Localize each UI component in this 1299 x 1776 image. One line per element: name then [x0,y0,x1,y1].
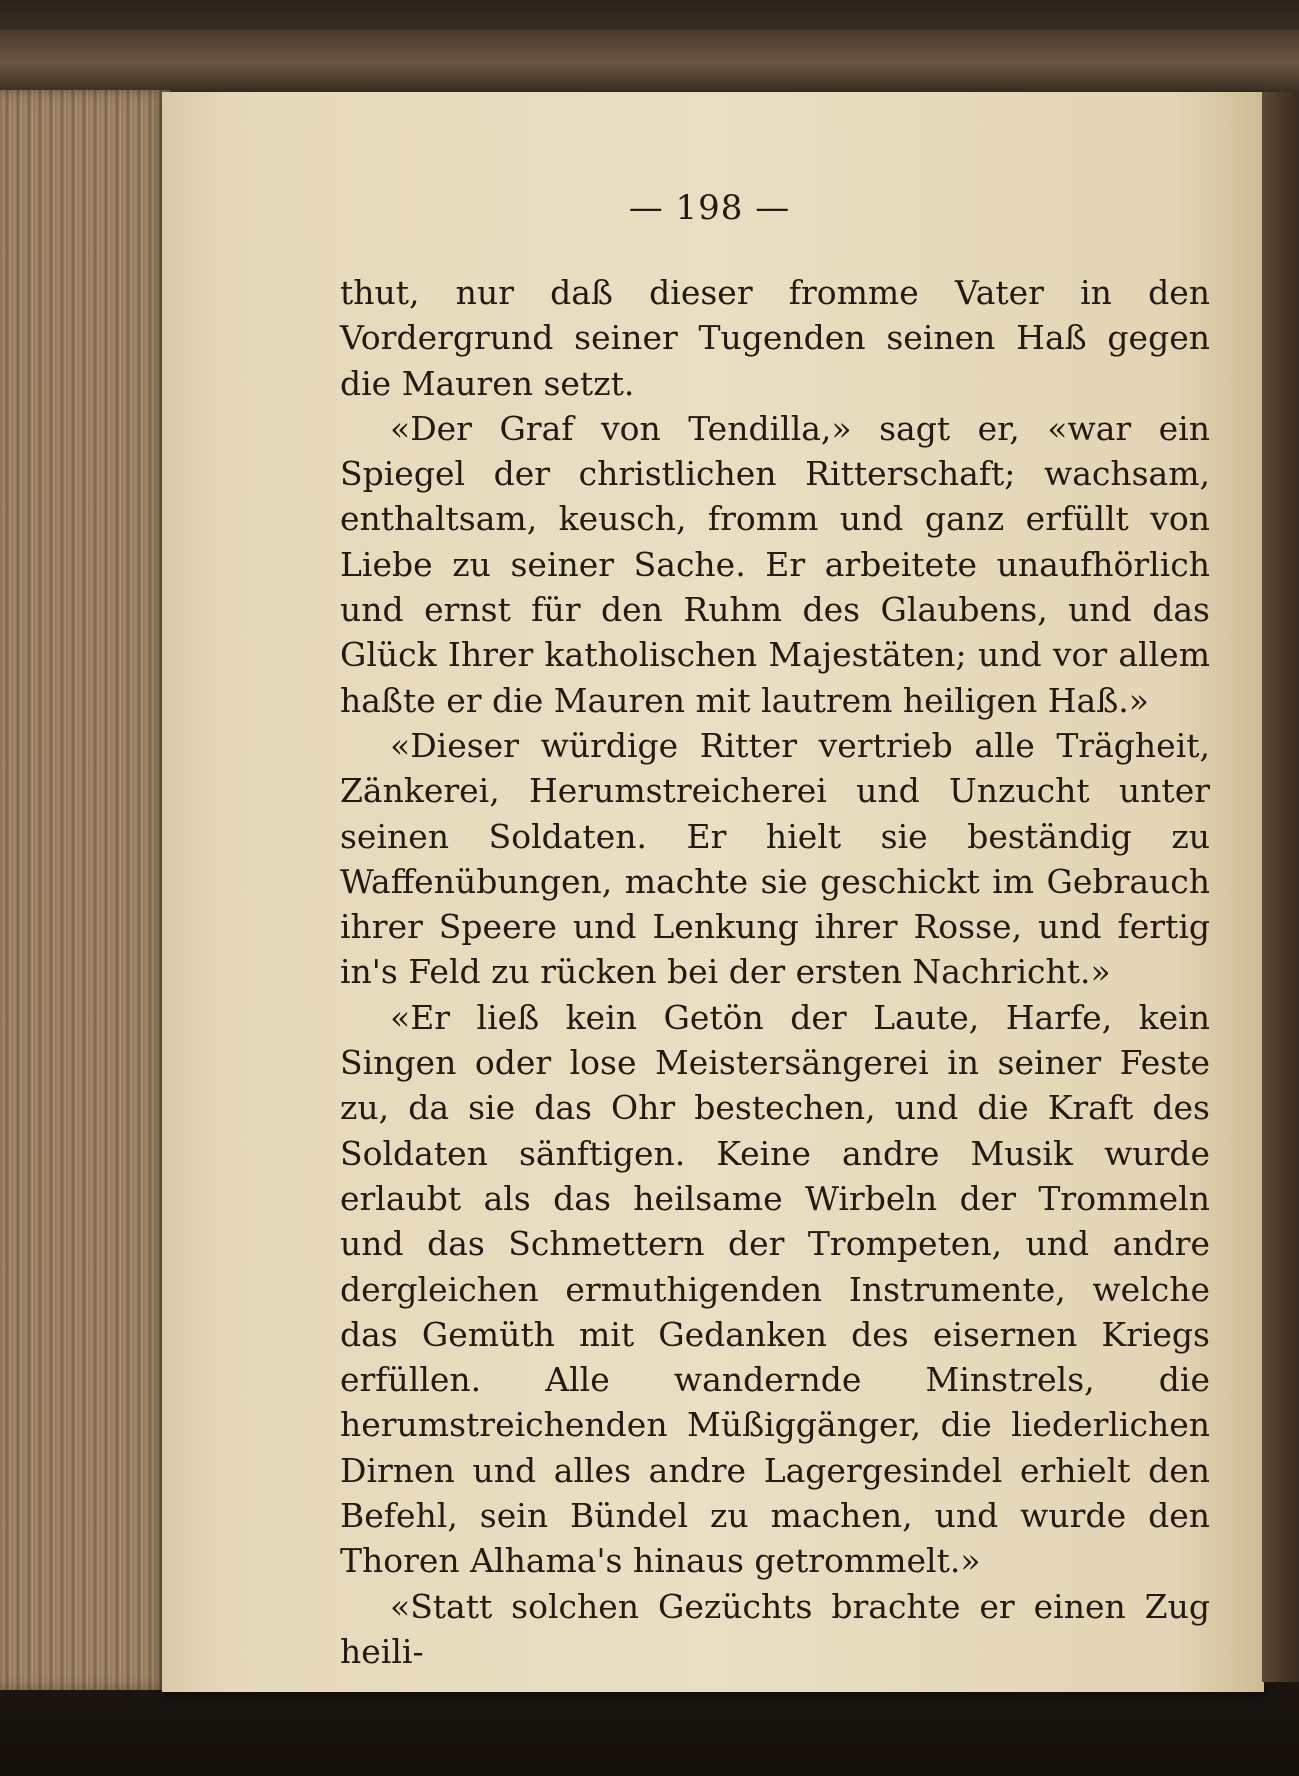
paragraph: «Dieser würdige Ritter vertrieb alle Trägheit, Zänkerei, Herumstreicherei und Unzucht unter seinen Soldaten. Er hielt sie beständig zu Waffenübungen, machte sie geschickt im Gebrauch ihrer Speere und Lenkung ihrer Rosse, und fertig in's Feld zu rücken bei der ersten Nachricht.» [340,725,1210,992]
paragraph: «Statt solchen Gezüchts brachte er einen Zug heili- [340,1586,1210,1671]
paragraph: «Der Graf von Tendilla,» sagt er, «war ein Spiegel der christlichen Ritterschaft; wachsam, enthaltsam, keusch, fromm und ganz erfüllt von Liebe zu seiner Sache. Er arbeitete unaufhörlich und ernst für den Ruhm des Glaubens, und das Glück Ihrer katholischen Majestäten; und vor allem haßte er die Mauren mit lautrem heiligen Haß.» [340,408,1210,720]
body-text [340,270,1210,1674]
paragraph: «Er ließ kein Getön der Laute, Harfe, kein Singen oder lose Meistersängerei in seiner Feste zu, da sie das Ohr bestechen, und die Kraft des Soldaten sänftigen. Keine andre Musik wurde erlaubt als das heilsame Wirbeln der Trommeln und das Schmettern der Trompeten, und andre dergleichen ermuthigenden Instrumente, welche das Gemüth mit Gedanken des eisernen Kriegs erfüllen. Alle wandernde Minstrels, die herumstreichenden Müßiggänger, die liederlichen Dirnen und alles andre Lagergesindel erhielt den Befehl, sein Bündel zu machen, und wurde den Thoren Alhama's hinaus getrommelt.» [340,997,1210,1581]
book-top-edge [0,30,1299,90]
book-right-edge [1262,92,1299,1682]
page-number: — 198 — [628,188,791,228]
paragraph: thut, nur daß dieser fromme Vater in den Vordergrund seiner Tugenden seinen Haß gegen die Mauren setzt. [340,273,1210,403]
page-stack-edge [0,90,170,1690]
